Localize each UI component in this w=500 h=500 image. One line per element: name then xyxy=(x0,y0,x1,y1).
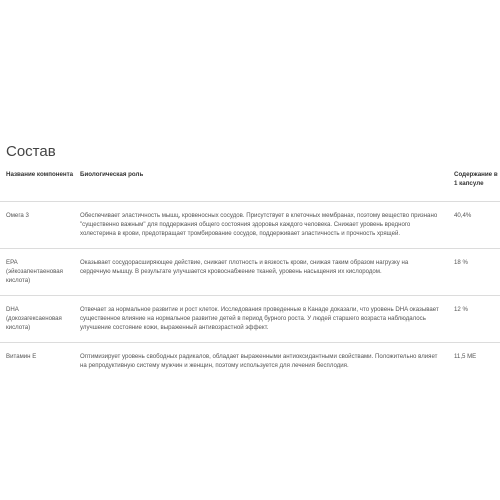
component-content: 11,5 МЕ xyxy=(454,343,500,381)
component-role: Оптимизирует уровень свободных радикалов, обладает выраженными антиоксидантными свойствами. Положительно влияет на репродуктивную систему мужчин и женщин, поэтому используется для лечения бесплодия. xyxy=(80,343,454,381)
component-name: DHA (докозагексаеновая кислота) xyxy=(0,296,80,343)
composition-section xyxy=(0,143,500,380)
component-role: Обеспечивает эластичность мышц, кровеносных сосудов. Присутствует в клеточных мембранах, поэтому вещество признано "существенно важным" для поддержания общего состояния здоровья каждого человека. Снижает уровень вредного холестерина в крови, предотвращает тромбирование сосудов, поддерживает эластичность и прочность хрящей. xyxy=(80,202,454,249)
table-row xyxy=(0,249,500,296)
table-row xyxy=(0,296,500,343)
section-title: Состав xyxy=(6,143,56,160)
table-row xyxy=(0,202,500,249)
header-content: Содержание в 1 капсуле xyxy=(454,171,498,187)
header-biological-role: Биологическая роль xyxy=(80,171,144,178)
component-content: 18 % xyxy=(454,249,500,296)
component-content: 40,4% xyxy=(454,202,500,249)
component-content: 12 % xyxy=(454,296,500,343)
table-row xyxy=(0,343,500,381)
component-name: EPA (эйкозапентаеновая кислота) xyxy=(0,249,80,296)
component-name: Витамин Е xyxy=(0,343,80,381)
component-name: Омега 3 xyxy=(0,202,80,249)
component-role: Оказывает сосудорасширяющее действие, снижает плотность и вязкость крови, снижая таким образом нагрузку на сердечную мышцу. В результате улучшается кровоснабжение тканей, уровень насыщения их кислородом. xyxy=(80,249,454,296)
component-role: Отвечает за нормальное развитие и рост клеток. Исследования проведенные в Канаде доказали, что уровень DHA оказывает существенное влияние на нормальное развитие детей в период бурного роста. У людей старшего возраста наблюдалось улучшение состояние кожи, выраженный антивозрастной эффект. xyxy=(80,296,454,343)
table-header-row xyxy=(0,170,500,202)
composition-table xyxy=(0,170,500,380)
header-component-name: Название компонента xyxy=(6,171,74,178)
